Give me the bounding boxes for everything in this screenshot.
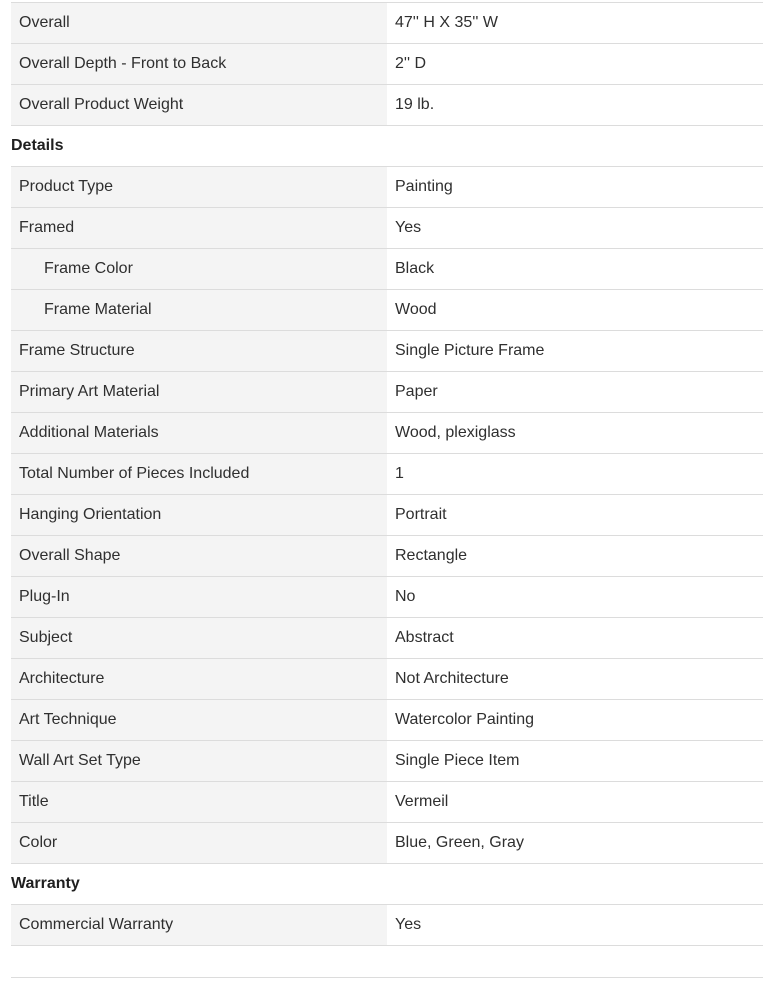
spec-row (11, 782, 763, 823)
spec-label: Framed (11, 208, 387, 248)
spec-row (11, 208, 763, 249)
spec-value: 47'' H X 35'' W (395, 14, 498, 31)
spec-label: Frame Material (11, 290, 387, 330)
spec-row (11, 44, 763, 85)
spec-row (11, 495, 763, 536)
spec-label: Architecture (11, 659, 387, 699)
section-heading-warranty: Warranty (11, 864, 763, 905)
spec-row (11, 823, 763, 864)
spec-value: 1 (395, 465, 404, 482)
spec-value: Single Picture Frame (395, 342, 545, 359)
spec-label: Overall (11, 3, 387, 43)
spec-label: Art Technique (11, 700, 387, 740)
spec-label: Hanging Orientation (11, 495, 387, 535)
spec-row (11, 331, 763, 372)
spec-row (11, 659, 763, 700)
spec-label: Primary Art Material (11, 372, 387, 412)
spec-row (11, 618, 763, 659)
spec-value: 19 lb. (395, 96, 435, 113)
spec-label: Color (11, 823, 387, 863)
spec-value: Wood (395, 301, 437, 318)
spec-label: Total Number of Pieces Included (11, 454, 387, 494)
spec-label: Overall Shape (11, 536, 387, 576)
spec-value: Black (395, 260, 435, 277)
spec-label: Plug-In (11, 577, 387, 617)
spec-row (11, 905, 763, 946)
spec-row (11, 454, 763, 495)
spec-row (11, 290, 763, 331)
spec-value: Rectangle (395, 547, 468, 564)
spec-row (11, 167, 763, 208)
spec-label: Overall Depth - Front to Back (11, 44, 387, 84)
spec-label: Wall Art Set Type (11, 741, 387, 781)
spec-value: Watercolor Painting (395, 711, 535, 728)
spec-value: Vermeil (395, 793, 449, 810)
spec-label: Title (11, 782, 387, 822)
spec-value: Blue, Green, Gray (395, 834, 524, 851)
spec-label: Frame Structure (11, 331, 387, 371)
spec-row (11, 3, 763, 44)
spec-value: Portrait (395, 506, 447, 523)
spec-row (11, 413, 763, 454)
spec-label: Additional Materials (11, 413, 387, 453)
spec-value: Yes (395, 219, 422, 236)
spec-value: Abstract (395, 629, 454, 646)
spec-label: Frame Color (11, 249, 387, 289)
spec-value: Not Architecture (395, 670, 509, 687)
spec-value: Painting (395, 178, 453, 195)
section-heading-details: Details (11, 126, 763, 167)
spec-label: Subject (11, 618, 387, 658)
spec-label: Overall Product Weight (11, 85, 387, 125)
spec-row (11, 536, 763, 577)
spec-value: Yes (395, 916, 422, 933)
spec-value: Paper (395, 383, 438, 400)
spec-value: 2'' D (395, 55, 427, 72)
spec-row (11, 372, 763, 413)
spec-row (11, 700, 763, 741)
spec-value: No (395, 588, 416, 605)
spec-value: Single Piece Item (395, 752, 520, 769)
spec-row (11, 85, 763, 126)
divider (11, 977, 763, 978)
spec-row (11, 577, 763, 618)
spec-label: Product Type (11, 167, 387, 207)
spec-value: Wood, plexiglass (395, 424, 516, 441)
specifications-table (11, 2, 763, 946)
spec-row (11, 741, 763, 782)
spec-row (11, 249, 763, 290)
spec-label: Commercial Warranty (11, 905, 387, 945)
